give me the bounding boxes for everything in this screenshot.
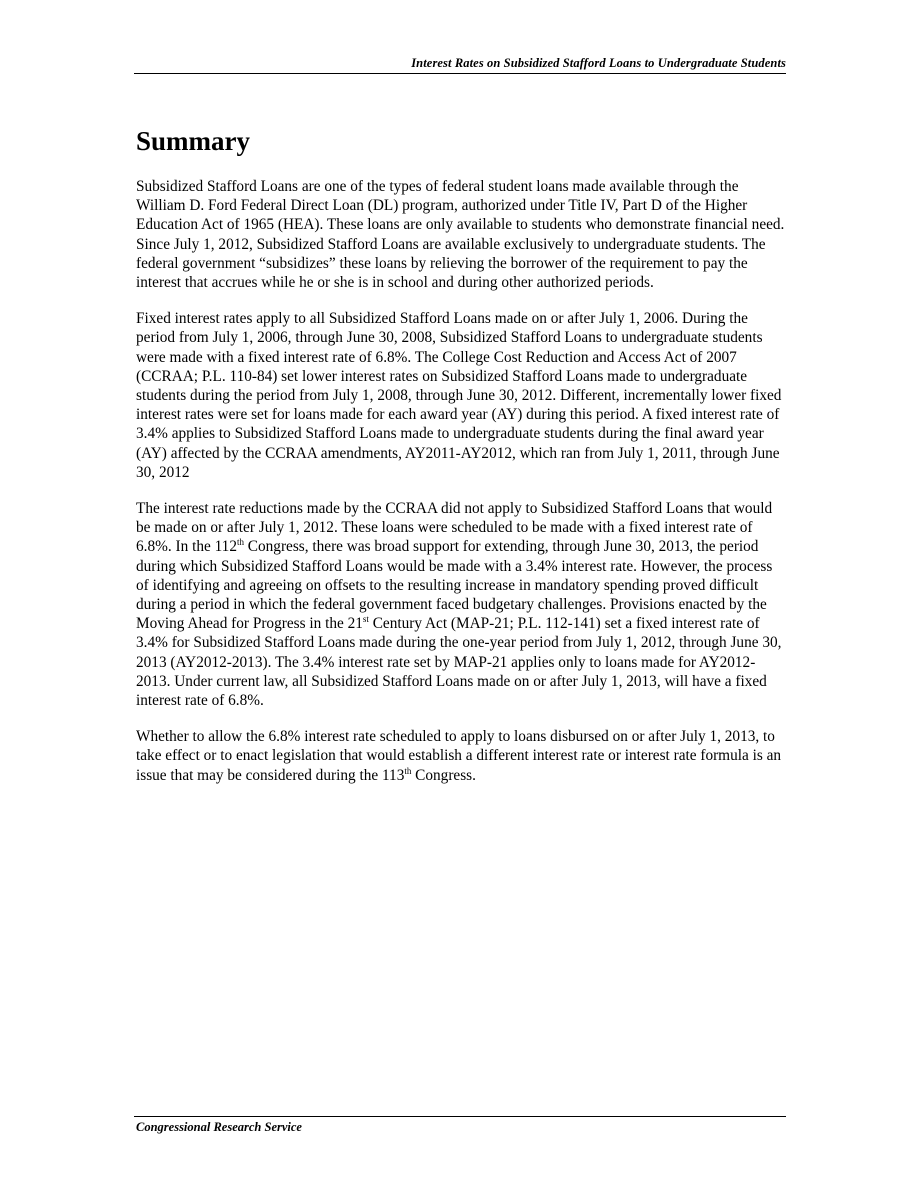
footer-rule	[134, 1116, 786, 1117]
paragraph-4-part-1: Whether to allow the 6.8% interest rate scheduled to apply to loans disbursed on or after July 1, 2013, to take effect or to enact legislation that would establish a different interest rate or interest rate formula is an issue that may be considered during the 113	[136, 728, 782, 784]
summary-body	[136, 177, 786, 802]
section-title: Summary	[136, 126, 250, 156]
paragraph-3-part-3: Century Act (MAP-21; P.L. 112-141) set a fixed interest rate of 3.4% for Subsidized Stafford Loans made during the one-year period from July 1, 2012, through June 30, 2013 (AY2012-2013). The 3.4% interest rate set by MAP-21 applies only to loans made for AY2012-2013. Under current law, all Subsidized Stafford Loans made on or after July 1, 2013, will have a fixed interest rate of 6.8%.	[136, 615, 782, 710]
ordinal-superscript: th	[404, 765, 412, 776]
paragraph-3-part-2: Congress, there was broad support for extending, through June 30, 2013, the period during which Subsidized Stafford Loans would be made with a 3.4% interest rate. However, the process of identifying and agreeing on offsets to the resulting increase in mandatory spending proved difficult during a period in which the federal government faced budgetary challenges. Provisions enacted by the Moving Ahead for Progress in the 21	[136, 538, 773, 633]
paragraph-1: Subsidized Stafford Loans are one of the types of federal student loans made available through the William D. Ford Federal Direct Loan (DL) program, authorized under Title IV, Part D of the Higher Education Act of 1965 (HEA). These loans are only available to students who demonstrate financial need. Since July 1, 2012, Subsidized Stafford Loans are available exclusively to undergraduate students. The federal government “subsidizes” these loans by relieving the borrower of the requirement to pay the interest that accrues while he or she is in school and during other authorized periods.	[136, 178, 785, 292]
ordinal-superscript: st	[362, 614, 369, 625]
header-rule	[134, 73, 786, 74]
running-footer-organization: Congressional Research Service	[136, 1120, 302, 1134]
running-header-title: Interest Rates on Subsidized Stafford Loans to Undergraduate Students	[411, 56, 786, 70]
paragraph-3	[136, 499, 786, 710]
paragraph-4-part-2: Congress.	[411, 766, 476, 784]
paragraph-2: Fixed interest rates apply to all Subsidized Stafford Loans made on or after July 1, 2006. During the period from July 1, 2006, through June 30, 2008, Subsidized Stafford Loans to undergraduate students were made with a fixed interest rate of 6.8%. The College Cost Reduction and Access Act of 2007 (CCRAA; P.L. 110-84) set lower interest rates on Subsidized Stafford Loans made to undergraduate students during the period from July 1, 2008, through June 30, 2012. Different, incrementally lower fixed interest rates were set for loans made for each award year (AY) during this period. A fixed interest rate of 3.4% applies to Subsidized Stafford Loans made to undergraduate students during the final award year (AY) affected by the CCRAA amendments, AY2011-AY2012, which ran from July 1, 2011, through June 30, 2012	[136, 310, 782, 481]
paragraph-4	[136, 727, 786, 785]
paragraph-3-part-1: The interest rate reductions made by the CCRAA did not apply to Subsidized Stafford Loans that would be made on or after July 1, 2012. These loans were scheduled to be made with a fixed interest rate of 6.8%. In the 112	[136, 500, 773, 556]
ordinal-superscript: th	[236, 537, 244, 548]
